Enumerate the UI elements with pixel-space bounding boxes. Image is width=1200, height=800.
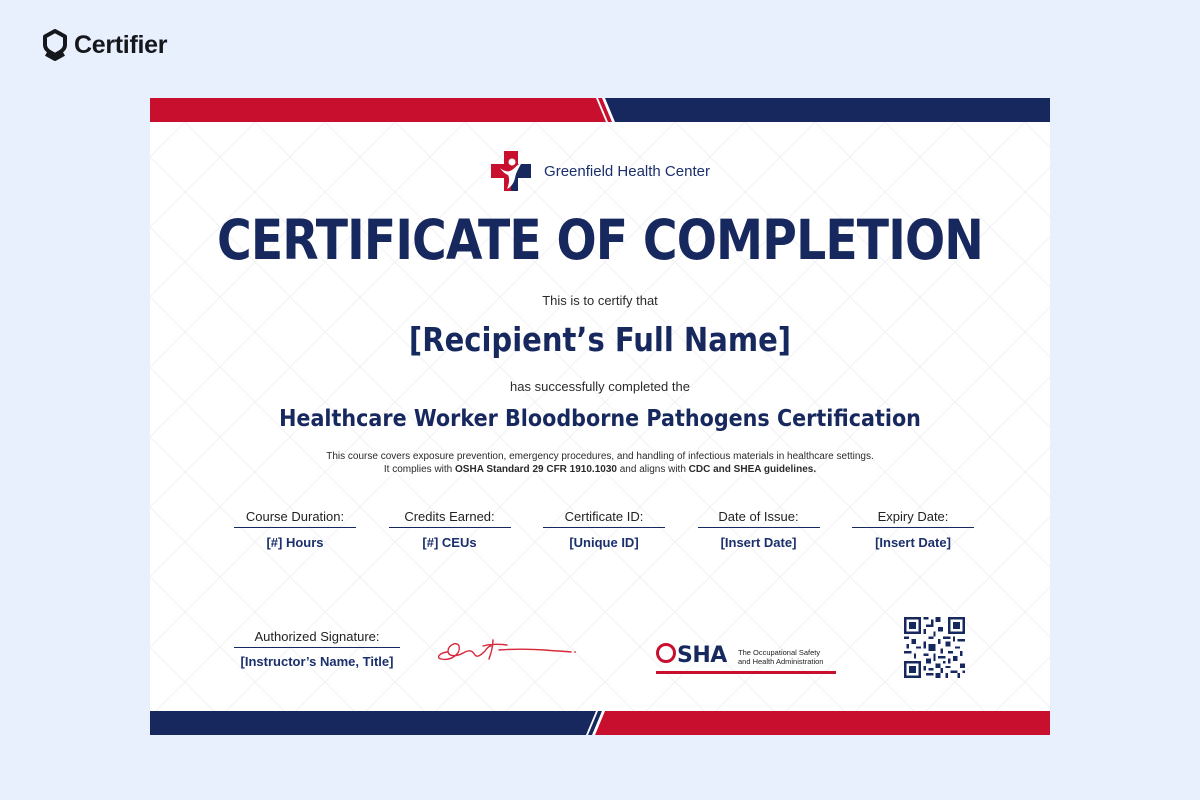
certificate-title: CERTIFICATE OF COMPLETION xyxy=(216,208,984,272)
qr-code-icon xyxy=(904,617,965,678)
course-description xyxy=(150,450,1050,476)
organization-name: Greenfield Health Center xyxy=(544,162,710,180)
top-color-band xyxy=(150,98,1050,122)
bottom-color-band xyxy=(150,711,1050,735)
detail-value: [Unique ID] xyxy=(569,535,639,550)
detail-value: [Insert Date] xyxy=(720,535,797,550)
osha-wordmark xyxy=(656,643,727,668)
organization-header xyxy=(150,150,1050,192)
intro-text: This is to certify that xyxy=(542,293,658,308)
completed-text: has successfully completed the xyxy=(510,379,690,394)
detail-value: [#] CEUs xyxy=(422,535,477,550)
osha-caption-line-1: The Occupational Safety xyxy=(738,648,821,657)
authorized-signature-block xyxy=(234,629,400,669)
detail-label: Credits Earned: xyxy=(389,509,511,528)
certificate-details xyxy=(234,509,974,550)
detail-credits-earned xyxy=(389,509,511,550)
description-middle: and aligns with xyxy=(616,464,689,475)
osha-standard: OSHA Standard 29 CFR 1910.1030 xyxy=(455,464,617,475)
detail-expiry-date xyxy=(852,509,974,550)
medical-cross-person-icon xyxy=(490,150,532,192)
detail-label: Certificate ID: xyxy=(543,509,665,528)
osha-caption-line-2: and Health Administration xyxy=(738,657,824,666)
handwritten-signature xyxy=(433,632,578,668)
description-prefix: It complies with xyxy=(383,464,456,475)
certificate xyxy=(150,98,1050,735)
certifier-logo-icon xyxy=(42,29,68,61)
description-line-2 xyxy=(150,463,1050,476)
instructor-name: [Instructor’s Name, Title] xyxy=(240,654,394,669)
detail-course-duration xyxy=(234,509,356,550)
osha-word-text: SHA xyxy=(677,643,727,668)
osha-logo xyxy=(656,643,836,677)
osha-caption xyxy=(738,648,838,666)
osha-o-ring xyxy=(656,643,676,663)
detail-date-of-issue xyxy=(698,509,820,550)
recipient-name: [Recipient’s Full Name] xyxy=(408,320,792,359)
detail-certificate-id xyxy=(543,509,665,550)
detail-label: Date of Issue: xyxy=(698,509,820,528)
description-line-1: This course covers exposure prevention, emergency procedures, and handling of infectious materials in healthcare settings. xyxy=(326,451,874,462)
osha-underline xyxy=(656,671,836,674)
detail-label: Course Duration: xyxy=(234,509,356,528)
certifier-brand xyxy=(42,28,167,62)
detail-label: Expiry Date: xyxy=(852,509,974,528)
detail-value: [Insert Date] xyxy=(875,535,951,550)
cdc-shea-guidelines: CDC and SHEA guidelines. xyxy=(688,464,817,475)
course-name: Healthcare Worker Bloodborne Pathogens Certification xyxy=(279,406,921,432)
signature-label: Authorized Signature: xyxy=(234,629,400,648)
brand-name: Certifier xyxy=(74,30,168,59)
detail-value: [#] Hours xyxy=(266,535,324,550)
